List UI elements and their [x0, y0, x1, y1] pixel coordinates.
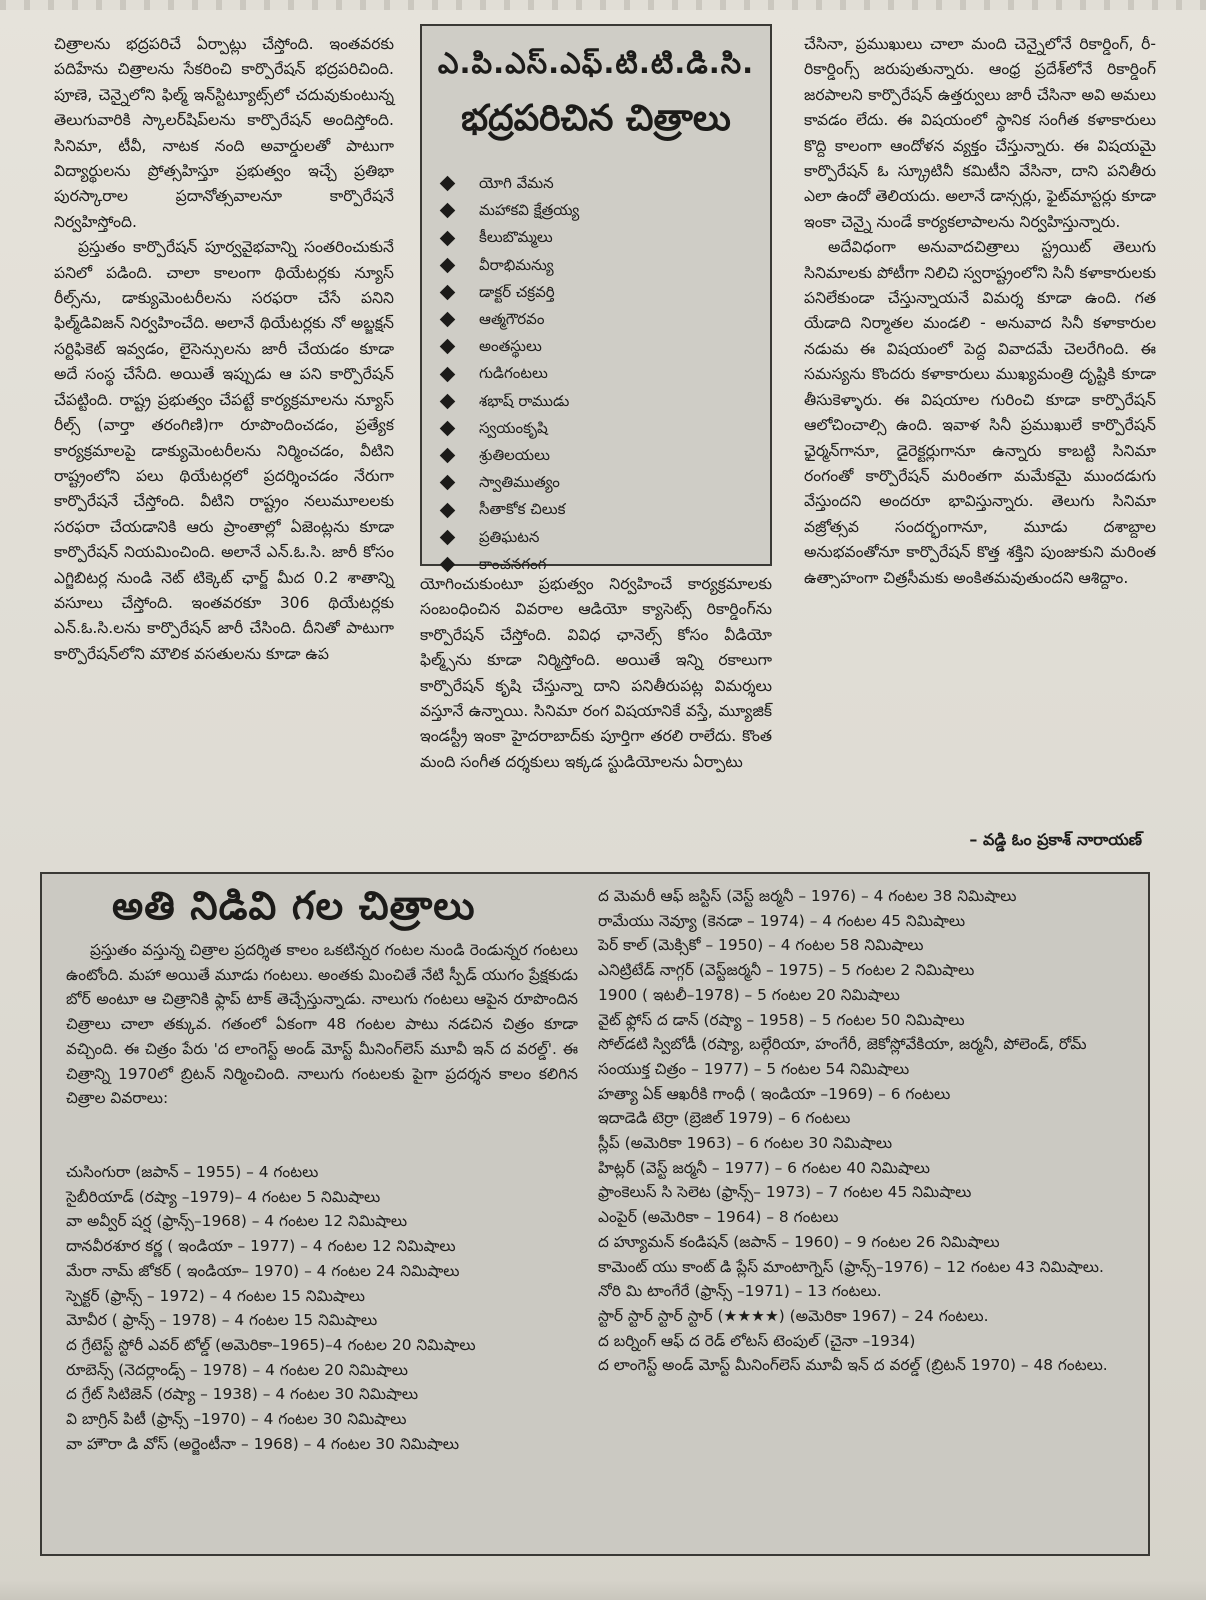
- paragraph: యోగించుకుంటూ ప్రభుత్వం నిర్వహించే కార్యక్రమాలకు సంబంధించిన వివరాల ఆడియో క్యాసెట్స్ రికార్డింగ్‌ను కార్పొరేషన్ చేస్తోంది. వివిధ ఛానెల్స్ కోసం వీడియో ఫిల్మ్స్‌ను కూడా నిర్మిస్తోంది. అయితే ఇన్ని రకాలుగా కార్పొరేషన్ కృషి చేస్తున్నా దాని పనితీరుపట్ల విమర్శలు వస్తూనే ఉన్నాయి. సినిమా రంగ విషయానికే వస్తే, మ్యూజిక్ ఇండస్ట్రీ ఇంకా హైదరాబాద్‌కు పూర్తిగా తరలి రాలేదు. కొంత మంది సంగీత దర్శకులు ఇక్కడ స్టుడియోలను ఏర్పాటు: [420, 575, 772, 771]
- list-item: హత్యా ఏక్ ఆఖరీకి గాంధీ ( ఇండియా –1969) – 6 గంటలు: [598, 1084, 951, 1103]
- list-item: ద గ్రేటెస్ట్ స్టోరీ ఎవర్ టోల్డ్ (అమెరికా–1965)–4 గంటల 20 నిమిషాలు: [66, 1335, 476, 1354]
- list-item: దానవీరశూర కర్ణ ( ఇండియా – 1977) – 4 గంటల 12 నిమిషాలు: [66, 1237, 456, 1256]
- list-item: స్లీప్ (అమెరికా 1963) – 6 గంటల 30 నిమిషాలు: [598, 1134, 893, 1153]
- list-item: వి బాగ్రిన్ పిటీ (ఫ్రాన్స్ –1970) – 4 గంటల 30 నిమిషాలు: [66, 1410, 407, 1429]
- list-item: ప్రతిఘటన: [442, 524, 770, 551]
- list-item: గుడిగంటలు: [442, 360, 770, 387]
- list-item: స్పెక్టర్ (ఫ్రాన్స్ – 1972) – 4 గంటల 15 నిమిషాలు: [66, 1286, 365, 1305]
- list-item: కాంచనగంగ: [442, 551, 770, 578]
- list-item: వా హౌరా డి వోస్ (అర్జెంటీనా – 1968) – 4 గంటల 30 నిమిషాలు: [66, 1434, 460, 1453]
- list-item: సైబీరియాడ్ (రష్యా –1979)– 4 గంటల 5 నిమిషాలు: [66, 1187, 381, 1206]
- list-item: మహాకవి క్షేత్రయ్య: [442, 197, 770, 224]
- list-item: స్టార్ స్టార్ స్టార్ స్టార్ (★★★★) (అమెరికా 1967) – 24 గంటలు.: [598, 1306, 989, 1325]
- list-item: ఇదాడెడి టెర్రా (బ్రెజిల్ 1979) – 6 గంటలు: [598, 1109, 851, 1128]
- paragraph: అదేవిధంగా అనువాదచిత్రాలు స్ట్రయిట్ తెలుగు సినిమాలకు పోటీగా నిలిచి స్వరాష్ట్రంలోని సినీ కళాకారులకు పనిలేకుండా చేస్తున్నాయనే విమర్శ కూడా ఉంది. గత యేడాది నిర్మాతల మండలి - అనువాద సినీ కళాకారుల నడుమ ఈ విషయంలో పెద్ద వివాదమే చెలరేగింది. ఈ సమస్యను కొందరు కళాకారులు ముఖ్యమంత్రి దృష్టికి కూడా తీసుకెళ్ళారు. ఈ విషయాల గురించి కూడా కార్పొరేషన్ ఆలోచించాల్సి ఉంది. ఇవాళ సినీ ప్రముఖులే కార్పొరేషన్ ఛైర్మన్‌గానూ, డైరెక్టర్లుగానూ ఉన్నారు కాబట్టి సినిమా రంగంతో కార్పొరేషన్ మరింతగా మమేకమై ముందడుగు వేస్తుందని అందరూ భావిస్తున్నారు. తెలుగు సినిమా వజ్రోత్సవ సందర్భంగానూ, మూడు దశాబ్దాల అనుభవంతోనూ కార్పొరేషన్ కొత్త శక్తిని పుంజుకుని మరింత ఉత్సాహంగా చిత్రసీమకు అంకితమవుతుందని ఆశిద్దాం.: [804, 238, 1156, 587]
- article-column-3: [804, 32, 1156, 591]
- list-item: స్వయంకృషి: [442, 415, 770, 442]
- diamond-bullet-icon: [440, 421, 456, 437]
- diamond-bullet-icon: [440, 502, 456, 518]
- diamond-bullet-icon: [440, 257, 456, 273]
- list-item: ద లాంగెస్ట్ అండ్ మోస్ట్ మీనింగ్‌లెస్ మూవీ ఇన్ ద వరల్డ్ (బ్రిటన్ 1970) – 48 గంటలు.: [598, 1356, 1108, 1375]
- paragraph: చిత్రాలను భద్రపరిచే ఏర్పాట్లు చేస్తోంది. ఇంతవరకు పదిహేను చిత్రాలను సేకరించి కార్పొరేషన్ భద్రపరిచింది. పూణె, చెన్నైలోని ఫిల్మ్ ఇన్‌స్టిట్యూట్స్‌లో చదువుకుంటున్న తెలుగువారికి స్కాలర్‌షిప్‌లను కార్పొరేషన్ అందిస్తోంది. సినిమా, టీవీ, నాటక నంది అవార్డులతో పాటుగా విద్యార్థులను ప్రోత్సహిస్తూ ప్రభుత్వం ఇచ్చే ప్రతిభా పురస్కారాల ప్రదానోత్సవాలనూ కార్పొరేషనే నిర్వహిస్తోంది.: [54, 35, 394, 231]
- list-item: చుసింగురా (జపాన్ – 1955) – 4 గంటలు: [66, 1163, 319, 1181]
- list-item: ద బర్నింగ్ ఆఫ్ ద రెడ్ లోటస్ టెంపుల్ (చైనా –1934): [598, 1331, 916, 1350]
- preserved-films-box: [420, 24, 772, 573]
- list-item: ద మెమరీ ఆఫ్ జస్టిస్ (వెస్ట్ జర్మనీ – 1976) – 4 గంటల 38 నిమిషాలు: [598, 887, 1017, 905]
- diamond-bullet-icon: [440, 475, 456, 491]
- preserved-films-list: [442, 170, 770, 578]
- bottom-border: [0, 1580, 1206, 1600]
- intro-paragraph: ప్రస్తుతం వస్తున్న చిత్రాల ప్రదర్శిత కాలం ఒకటిన్నర గంటల నుండి రెండున్నర గంటలు ఉంటోంది. మహా అయితే మూడు గంటలు. అంతకు మించితే నేటి స్పీడ్ యుగం ప్రేక్షకుడు బోర్ అంటూ ఆ చిత్రానికి ఫ్లాప్ టాక్ తెచ్చేస్తున్నాడు. నాలుగు గంటలు ఆపైన రూపొందిన చిత్రాలు చాలా తక్కువ. గతంలో ఏకంగా 48 గంటల పాటు నడచిన చిత్రం కూడా వచ్చింది. ఈ చిత్రం పేరు 'ద లాంగెస్ట్ అండ్ మోస్ట్ మీనింగ్‌లెస్ మూవీ ఇన్ ద వరల్డ్'. ఈ చిత్రాన్ని 1970లో బ్రిటన్ నిర్మించింది. నాలుగు గంటలకు పైగా ప్రదర్శన కాలం కలిగిన చిత్రాల వివరాలు:: [66, 941, 578, 1108]
- list-item: మోవీర ( ఫ్రాన్స్ – 1978) – 4 గంటల 15 నిమిషాలు: [66, 1311, 378, 1330]
- diamond-bullet-icon: [440, 529, 456, 545]
- list-item: వైట్ ఫ్లోస్ ద డాన్ (రష్యా – 1958) – 5 గంటల 50 నిమిషాలు: [598, 1010, 965, 1029]
- list-item: 1900 ( ఇటలీ–1978) – 5 గంటల 20 నిమిషాలు: [598, 985, 900, 1004]
- list-item: కీలుబొమ్మలు: [442, 224, 770, 251]
- list-item: శ్రుతిలయలు: [442, 442, 770, 469]
- diamond-bullet-icon: [440, 339, 456, 355]
- list-item: సీతాకోక చిలుక: [442, 496, 770, 523]
- list-item: స్వాతిముత్యం: [442, 469, 770, 496]
- diamond-bullet-icon: [440, 448, 456, 464]
- list-item: పెర్ కాల్ (మెక్సికో – 1950) – 4 గంటల 58 నిమిషాలు: [598, 936, 924, 955]
- diamond-bullet-icon: [440, 230, 456, 246]
- diamond-bullet-icon: [440, 366, 456, 382]
- diamond-bullet-icon: [440, 557, 456, 573]
- list-item: సోల్‌డటి స్విబోడీ (రష్యా, బల్గేరియా, హంగేరీ, జెకోస్లోవేకియా, జర్మనీ, పోలెండ్, రోమ్ సంయుక్త చిత్రం – 1977) – 5 గంటల 54 నిమిషాలు: [598, 1035, 1087, 1078]
- list-item: నోరి మి టాంగేరే (ఫ్రాన్స్ –1971) – 13 గంటలు.: [598, 1282, 882, 1301]
- box-title-org: ఎ.పి.ఎస్.ఎఫ్.టి.టి.డి.సి.: [437, 46, 755, 80]
- list-item: రామేయు నెవ్యూ (కెనడా – 1974) – 4 గంటల 45 నిమిషాలు: [598, 911, 966, 930]
- list-item: వీరాభిమన్యు: [442, 252, 770, 279]
- article-column-2: [420, 572, 772, 775]
- list-item: ఫ్రాంకెలుస్ సి సెలెట (ఫ్రాన్స్– 1973) – 7 గంటల 45 నిమిషాలు: [598, 1183, 972, 1202]
- list-item: వా అవ్వీర్ షర్ష (ఫ్రాన్స్–1968) – 4 గంటల 12 నిమిషాలు: [66, 1212, 408, 1231]
- list-item: ఆత్మగౌరవం: [442, 306, 770, 333]
- diamond-bullet-icon: [440, 393, 456, 409]
- diamond-bullet-icon: [440, 312, 456, 328]
- top-border: [0, 0, 1206, 10]
- box-title: భద్రపరిచిన చిత్రాలు: [461, 98, 731, 139]
- longest-films-list-left: [66, 1160, 586, 1456]
- list-item: ద హ్యూమన్ కండిషన్ (జపాన్ – 1960) – 9 గంటల 26 నిమిషాలు: [598, 1232, 1000, 1251]
- list-item: రూబెన్స్ (నెదర్లాండ్స్ – 1978) – 4 గంటల 20 నిమిషాలు: [66, 1360, 408, 1379]
- list-item: అంతస్థులు: [442, 333, 770, 360]
- article-column-1: [54, 32, 394, 667]
- section-title: అతి నిడివి గల చిత్రాలు: [112, 884, 476, 929]
- author-signature: – వడ్డి ఓం ప్రకాశ్ నారాయణ్: [969, 830, 1142, 849]
- list-item: మేరా నామ్ జోకర్ ( ఇండియా– 1970) – 4 గంటల 24 నిమిషాలు: [66, 1261, 460, 1280]
- longest-films-box: [40, 872, 1150, 1556]
- list-item: కామెంట్ యు కాంట్ డి ప్లేస్ మాంటాగ్నెస్ (ఫ్రాన్స్–1976) – 12 గంటల 43 నిమిషాలు.: [598, 1257, 1104, 1276]
- longest-films-list-right: [598, 884, 1134, 1378]
- list-item: శభాష్ రాముడు: [442, 388, 770, 415]
- list-item: యోగి వేమన: [442, 170, 770, 197]
- list-item: ఎంపైర్ (అమెరికా – 1964) – 8 గంటలు: [598, 1208, 839, 1227]
- list-item: హిట్లర్ (వెస్ట్ జర్మనీ – 1977) – 6 గంటల 40 నిమిషాలు: [598, 1158, 930, 1177]
- list-item: డాక్టర్ చక్రవర్తి: [442, 279, 770, 306]
- paragraph: చేసినా, ప్రముఖులు చాలా మంది చెన్నైలోనే రికార్డింగ్, రీ-రికార్డింగ్స్ జరుపుతున్నారు. ఆంధ్ర ప్రదేశ్‌లోనే రికార్డింగ్ జరపాలని కార్పొరేషన్ ఉత్తర్వులు జారీ చేసినా అవి అమలు కావడం లేదు. ఈ విషయంలో స్థానిక సంగీత కళాకారులు కొద్ది కాలంగా ఆందోళన వ్యక్తం చేస్తున్నారు. ఈ విషయమై కార్పొరేషన్ ఓ స్క్రూటినీ కమిటీని వేసినా, దాని పనితీరు ఎలా ఉందో తెలియదు. అలానే డాన్సర్లు, ఫైట్‌మాస్టర్లు కూడా ఇంకా చెన్నై నుండే కార్యకలాపాలను నిర్వహిస్తున్నారు.: [804, 35, 1156, 231]
- diamond-bullet-icon: [440, 176, 456, 192]
- list-item: ఎనిట్రిటేడ్ నాగ్గర్ (వెస్ట్‌జర్మనీ – 1975) – 5 గంటల 2 నిమిషాలు: [598, 961, 975, 980]
- list-item: ద గ్రేట్ సిటిజెన్ (రష్యా – 1938) – 4 గంటల 30 నిమిషాలు: [66, 1385, 419, 1404]
- paragraph: ప్రస్తుతం కార్పొరేషన్ పూర్వవైభవాన్ని సంతరించుకునే పనిలో పడింది. చాలా కాలంగా థియేటర్లకు న్యూస్ రీల్స్‌ను, డాక్యుమెంటరీలను సరఫరా చేసే పనిని ఫిల్మ్‌డివిజన్ నిర్వహించేది. అలానే థియేటర్లకు నో అబ్జక్షన్ సర్టిఫికెట్ ఇవ్వడం, లైసెన్సులను జారీ చేయడం కూడా అదే సంస్థ చేసేది. అయితే ఇప్పుడు ఆ పని కార్పొరేషన్ చేపట్టింది. రాష్ట్ర ప్రభుత్వం చేపట్టే కార్యక్రమాలను న్యూస్ రీల్స్ (వార్తా తరంగిణి)గా రూపొందించడం, ప్రత్యేక కార్యక్రమాలపై డాక్యుమెంటరీలను నిర్మించడం, వీటిని రాష్ట్రంలోని పలు థియేటర్లలో ప్రదర్శించడం నేరుగా కార్పొరేషనే చేస్తోంది. వీటిని రాష్ట్రం నలుమూలలకు సరఫరా చేయడానికి ఆరు ప్రాంతాల్లో ఏజెంట్లను కూడా కార్పొరేషన్ నియమించింది. అలానే ఎన్.ఓ.సి. జారీ కోసం ఎగ్జిబిటర్ల నుండి నెట్ టిక్కెట్ ఛార్జ్ మీద 0.2 శాతాన్ని వసూలు చేస్తోంది. ఇంతవరకూ 306 థియేటర్లకు ఎన్.ఓ.సి.లను కార్పొరేషన్ జారీ చేసింది. దీనితో పాటుగా కార్పొరేషన్‌లోని మౌలిక వసతులను కూడా ఉప: [54, 238, 394, 663]
- diamond-bullet-icon: [440, 285, 456, 301]
- diamond-bullet-icon: [440, 203, 456, 219]
